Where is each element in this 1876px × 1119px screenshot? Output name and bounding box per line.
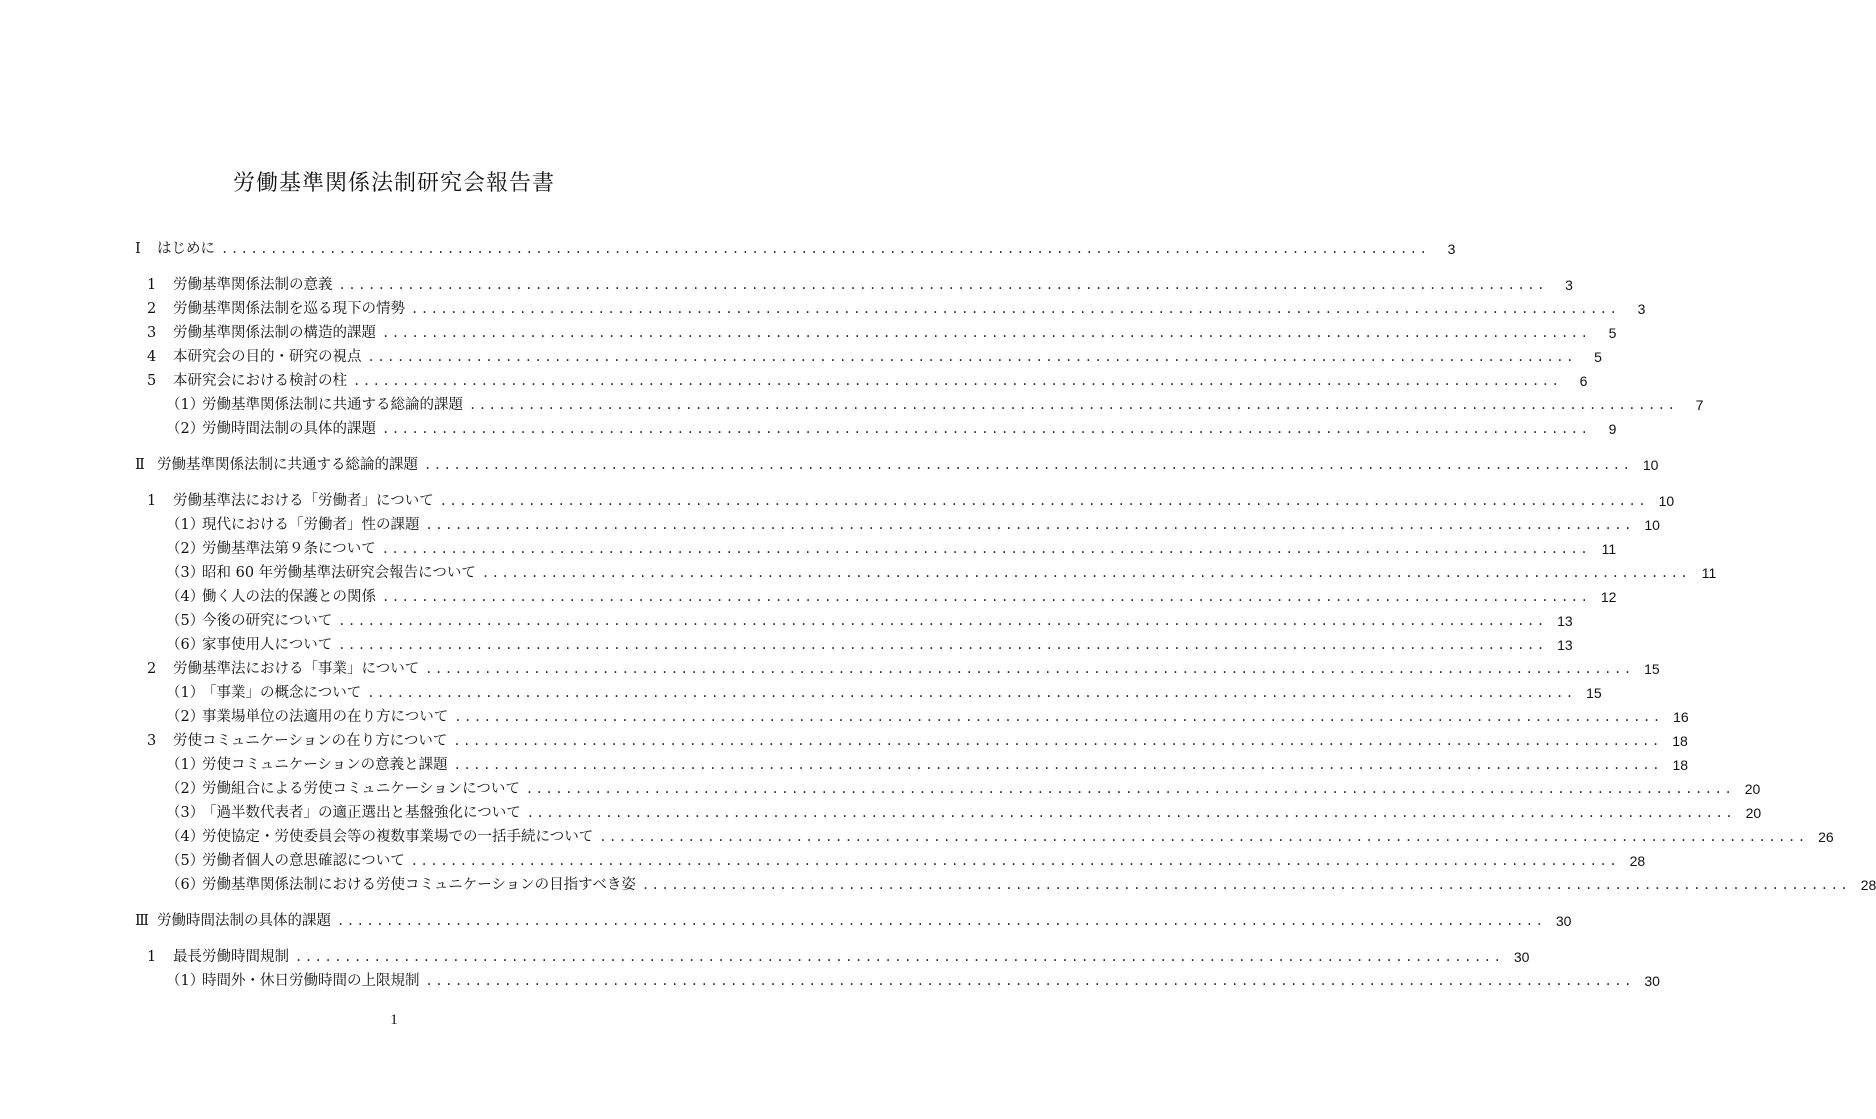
toc-entry-label: 労働基準関係法制における労使コミュニケーションの目指すべき姿 [202, 877, 636, 893]
toc-entry-number: 3 [147, 733, 157, 749]
toc-entry [166, 513, 1660, 537]
toc-dot-leader [482, 561, 1690, 585]
toc-entry-label: 「事業」の概念について [202, 685, 362, 701]
toc-entry-page: 6 [1579, 373, 1588, 389]
toc-entry-number: （3） [166, 805, 205, 821]
toc-entry-label: 労働基準関係法制を巡る現下の情勢 [173, 301, 405, 317]
toc-entry-label: 労使協定・労使委員会等の複数事業場での一括手続について [202, 829, 594, 845]
toc-entry-page: 30 [1644, 973, 1660, 989]
toc-entry-number: 1 [147, 493, 157, 509]
toc-entry [145, 321, 1617, 345]
page-number: 1 [390, 1012, 398, 1028]
toc-entry-page: 7 [1695, 397, 1704, 413]
toc-dot-leader [353, 369, 1561, 393]
toc-dot-leader [337, 909, 1545, 933]
toc-dot-leader [367, 681, 1575, 705]
toc-entry [166, 705, 1689, 729]
toc-entry [166, 753, 1689, 777]
toc-entry-label: 「過半数代表者」の適正選出と基盤強化について [202, 805, 521, 821]
toc-entry-number: （6） [166, 637, 205, 653]
toc-entry-number: （4） [166, 589, 205, 605]
toc-entry [145, 345, 1602, 369]
toc-entry-page: 10 [1642, 457, 1659, 473]
toc-dot-leader [221, 237, 1429, 261]
toc-entry-page: 28 [1629, 853, 1646, 869]
document-title: 労働基準関係法制研究会報告書 [232, 171, 555, 196]
toc-entry-number: （5） [166, 613, 205, 629]
toc-dot-leader [425, 657, 1633, 681]
toc-dot-leader [469, 393, 1677, 417]
toc-entry [131, 453, 1659, 477]
toc-dot-leader [382, 585, 1590, 609]
toc-entry-number: 1 [147, 949, 157, 965]
toc-entry-label: 労働基準関係法制の意義 [173, 277, 333, 293]
toc-dot-leader [411, 849, 1619, 873]
toc-entry [145, 489, 1675, 513]
toc-entry-page: 18 [1672, 757, 1689, 773]
toc-entry-number: 2 [147, 301, 157, 317]
toc-entry-label: 最長労働時間規制 [173, 949, 289, 965]
toc-entry-number: （5） [166, 853, 205, 869]
toc-dot-leader [382, 537, 1590, 561]
toc-entry [166, 537, 1617, 561]
toc-entry-number: （6） [166, 877, 205, 893]
toc-entry [166, 585, 1617, 609]
toc-entry-page: 15 [1586, 685, 1602, 701]
toc-dot-leader [599, 825, 1807, 849]
toc-entry-label: 家事使用人について [202, 637, 333, 653]
toc-dot-leader [454, 705, 1662, 729]
toc-entry-number: Ⅲ [135, 913, 149, 929]
toc-entry [166, 633, 1573, 657]
toc-entry-number: （3） [166, 565, 205, 581]
toc-dot-leader [339, 273, 1547, 297]
toc-entry-number: （2） [166, 421, 205, 437]
toc-entry-page: 10 [1658, 493, 1675, 509]
toc-entry-label: 労働基準関係法制に共通する総論的課題 [202, 397, 463, 413]
toc-entry [166, 777, 1761, 801]
toc-entry [166, 873, 1876, 897]
toc-entry-page: 13 [1557, 637, 1573, 653]
toc-entry-number: 2 [147, 661, 157, 677]
toc-dot-leader [411, 297, 1619, 321]
toc-entry-page: 5 [1594, 349, 1602, 365]
toc-entry-page: 3 [1637, 301, 1646, 317]
toc-entry-page: 12 [1600, 589, 1617, 605]
toc-entry-page: 11 [1601, 541, 1617, 557]
toc-entry-label: 労働時間法制の具体的課題 [157, 913, 331, 929]
toc-entry-number: （1） [166, 685, 205, 701]
toc-dot-leader [382, 321, 1590, 345]
toc-dot-leader [426, 969, 1634, 993]
toc-entry-label: 労働時間法制の具体的課題 [202, 421, 376, 437]
toc-entry-number: Ⅱ [135, 457, 145, 473]
toc-entry-number: （2） [166, 781, 205, 797]
toc-entry-page: 16 [1673, 709, 1689, 725]
toc-entry-page: 3 [1565, 277, 1573, 293]
toc-entry-label: 労使コミュニケーションの意義と課題 [202, 757, 448, 773]
toc-entry-number: （2） [166, 709, 205, 725]
toc-entry [166, 801, 1762, 825]
toc-entry-page: 10 [1644, 517, 1660, 533]
toc-entry-page: 26 [1818, 829, 1834, 845]
toc-entry [166, 393, 1704, 417]
toc-entry-page: 3 [1447, 241, 1456, 257]
toc-entry [145, 657, 1660, 681]
toc-entry-label: 労使コミュニケーションの在り方について [173, 733, 448, 749]
toc-entry [145, 273, 1573, 297]
toc-entry [166, 561, 1717, 585]
toc-entry-number: Ⅰ [135, 241, 141, 257]
toc-entry-label: 労働基準法における「労働者」について [173, 493, 434, 509]
toc-entry [166, 969, 1660, 993]
toc-entry-number: 3 [147, 325, 157, 341]
toc-entry [145, 945, 1530, 969]
toc-entry [131, 909, 1572, 933]
toc-dot-leader [382, 417, 1590, 441]
toc-entry-number: 4 [147, 349, 157, 365]
toc-entry-label: 労働基準法における「事業」について [173, 661, 420, 677]
toc-entry-page: 30 [1555, 913, 1572, 929]
toc-entry-number: （1） [166, 973, 205, 989]
toc-entry [166, 417, 1617, 441]
toc-entry-number: 1 [147, 277, 157, 293]
toc-entry-label: 本研究会の目的・研究の視点 [173, 349, 362, 365]
toc-entry-label: 労働組合による労使コミュニケーションについて [202, 781, 520, 797]
toc-dot-leader [642, 873, 1850, 897]
toc-entry-number: （1） [166, 517, 205, 533]
toc-entry-label: 本研究会における検討の柱 [173, 373, 347, 389]
toc-dot-leader [454, 753, 1662, 777]
toc-entry-label: はじめに [157, 241, 215, 257]
toc-entry-number: 5 [147, 373, 157, 389]
toc-entry-label: 労働基準関係法制の構造的課題 [173, 325, 376, 341]
toc-entry [145, 369, 1588, 393]
toc-entry [166, 609, 1573, 633]
toc-dot-leader [526, 777, 1734, 801]
toc-entry-label: 現代における「労働者」性の課題 [202, 517, 420, 533]
toc-dot-leader [295, 945, 1503, 969]
toc-dot-leader [426, 513, 1634, 537]
toc-entry-label: 働く人の法的保護との関係 [202, 589, 376, 605]
toc-entry-number: （1） [166, 757, 205, 773]
toc-entry-number: （4） [166, 829, 205, 845]
toc-entry [166, 681, 1602, 705]
toc-entry [131, 237, 1456, 261]
toc-dot-leader [440, 489, 1648, 513]
toc-entry-label: 昭和 60 年労働基準法研究会報告について [202, 565, 476, 581]
toc-entry-page: 13 [1557, 613, 1573, 629]
toc-entry-page: 20 [1744, 781, 1761, 797]
toc-entry-page: 9 [1608, 421, 1617, 437]
toc-entry-label: 労働基準関係法制に共通する総論的課題 [157, 457, 418, 473]
toc-dot-leader [424, 453, 1632, 477]
toc-entry [166, 825, 1834, 849]
toc-entry-page: 18 [1672, 733, 1688, 749]
toc-entry-number: （1） [166, 397, 205, 413]
toc-entry [145, 729, 1688, 753]
toc-entry-page: 15 [1644, 661, 1660, 677]
toc-entry-label: 時間外・休日労働時間の上限規制 [202, 973, 420, 989]
toc-dot-leader [527, 801, 1735, 825]
toc-entry-page: 28 [1860, 877, 1876, 893]
toc-entry-page: 11 [1701, 565, 1717, 581]
toc-dot-leader [338, 609, 1546, 633]
toc-entry-number: （2） [166, 541, 205, 557]
toc-dot-leader [368, 345, 1576, 369]
toc-entry-label: 労働基準法第９条について [202, 541, 376, 557]
toc-entry [166, 849, 1646, 873]
toc-entry-page: 5 [1608, 325, 1617, 341]
toc-entry-label: 事業場単位の法適用の在り方について [202, 709, 449, 725]
toc-entry [145, 297, 1646, 321]
toc-dot-leader [453, 729, 1661, 753]
toc-entry-page: 20 [1745, 805, 1762, 821]
toc-dot-leader [338, 633, 1546, 657]
toc-entry-label: 労働者個人の意思確認について [202, 853, 405, 869]
toc-entry-page: 30 [1513, 949, 1530, 965]
toc-entry-label: 今後の研究について [202, 613, 333, 629]
